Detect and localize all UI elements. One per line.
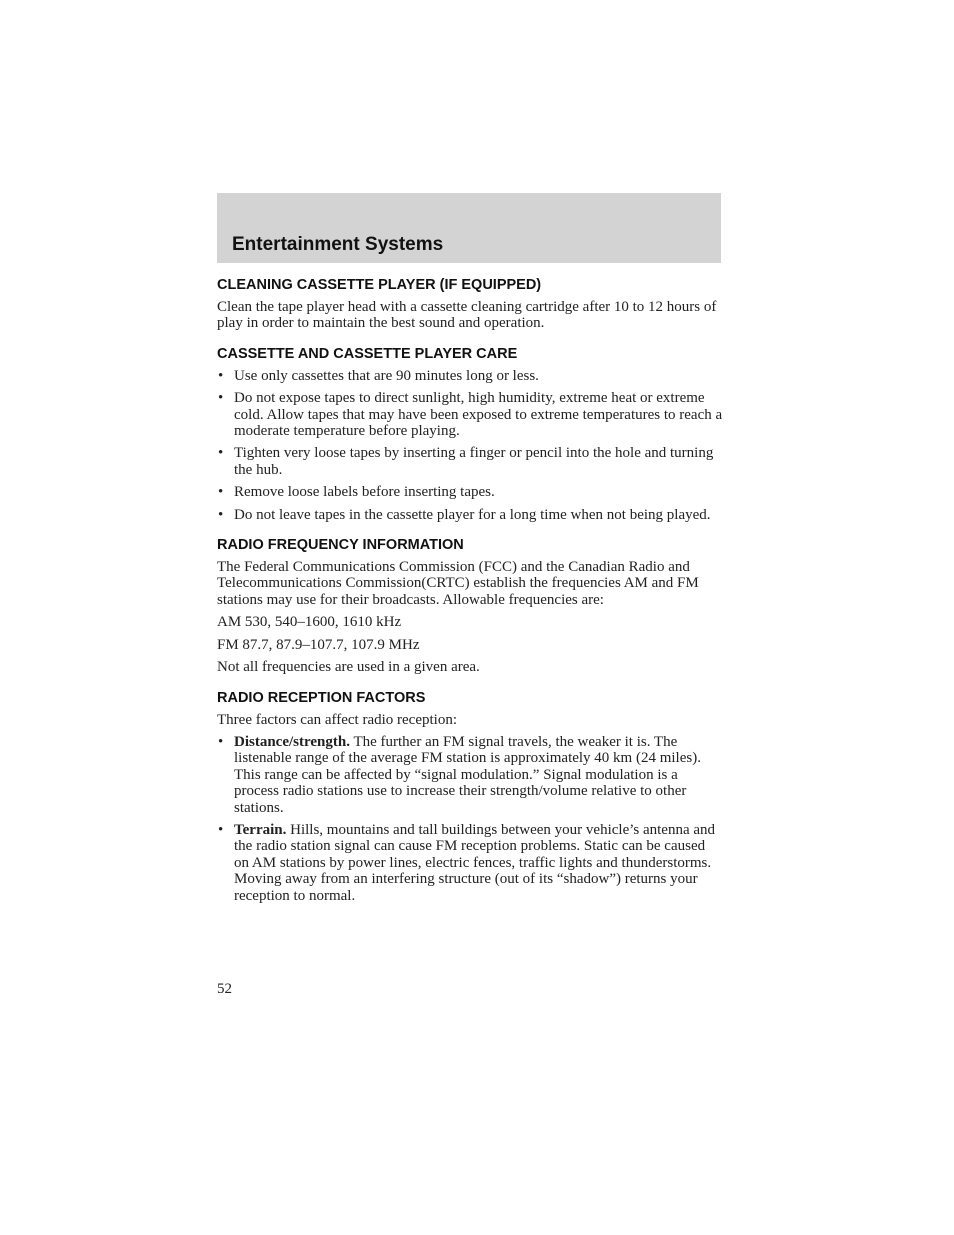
section-radio-frequency [217, 536, 723, 675]
section-cleaning-cassette [217, 276, 723, 332]
section-heading: CLEANING CASSETTE PLAYER (IF EQUIPPED) [217, 277, 542, 293]
list-item: • Terrain. Hills, mountains and tall buildings between your vehicle’s antenna and the radio station signal can cause FM reception problems. Static can be caused on AM stations by power lines, electric fences, traffic lights and thunderstorms. Moving away from an interfering structure (out of its “shadow”) returns your reception to normal. [218, 821, 716, 904]
paragraph: The Federal Communications Commission (FCC) and the Canadian Radio and Telecommunications Commission(CRTC) establish the frequencies AM and FM stations may use for their broadcasts. Allowable frequencies are: [217, 559, 699, 608]
bullet-icon: • [218, 733, 224, 750]
bullet-icon: • [218, 367, 224, 384]
bullet-icon: • [218, 506, 224, 523]
bullet-icon: • [218, 390, 224, 407]
bullet-icon: • [218, 445, 224, 462]
section-cassette-care [217, 345, 723, 523]
list-item: • Do not expose tapes to direct sunlight, high humidity, extreme heat or extreme cold. Allow tapes that may have been exposed to extreme temperatures to reach a moderate temperature before playing. [218, 390, 723, 440]
page-number: 52 [217, 981, 232, 997]
bullet-list [217, 368, 723, 523]
section-radio-reception [217, 689, 723, 904]
section-heading: RADIO FREQUENCY INFORMATION [217, 537, 464, 554]
section-heading: RADIO RECEPTION FACTORS [217, 689, 426, 706]
page-content [217, 276, 723, 904]
section-header-band [217, 193, 721, 263]
paragraph: Not all frequencies are used in a given area. [217, 659, 480, 676]
term: Distance/strength. [234, 733, 350, 750]
list-item: • Use only cassettes that are 90 minutes long or less. [218, 367, 539, 384]
chapter-title: Entertainment Systems [232, 234, 444, 255]
fm-frequencies: FM 87.7, 87.9–107.7, 107.9 MHz [217, 636, 420, 653]
term: Terrain. [234, 821, 287, 838]
am-frequencies: AM 530, 540–1600, 1610 kHz [217, 614, 402, 631]
section-heading: CASSETTE AND CASSETTE PLAYER CARE [217, 345, 518, 362]
list-item: • Remove loose labels before inserting tapes. [218, 484, 495, 501]
bullet-list [217, 734, 723, 904]
list-item: • Distance/strength. The further an FM signal travels, the weaker it is. The listenable range of the average FM station is approximately 40 km (24 miles). This range can be affected by “signal modulation.” Signal modulation is a process radio stations use to increase their strength/volume relative to other stations. [218, 733, 701, 816]
bullet-icon: • [218, 821, 224, 838]
list-item: • Tighten very loose tapes by inserting a finger or pencil into the hole and turning the hub. [218, 445, 714, 478]
bullet-icon: • [218, 484, 224, 501]
list-item: • Do not leave tapes in the cassette player for a long time when not being played. [218, 506, 711, 523]
paragraph: Three factors can affect radio reception: [217, 711, 457, 728]
paragraph: Clean the tape player head with a cassette cleaning cartridge after 10 to 12 hours of play in order to maintain the best sound and operation. [217, 299, 717, 332]
